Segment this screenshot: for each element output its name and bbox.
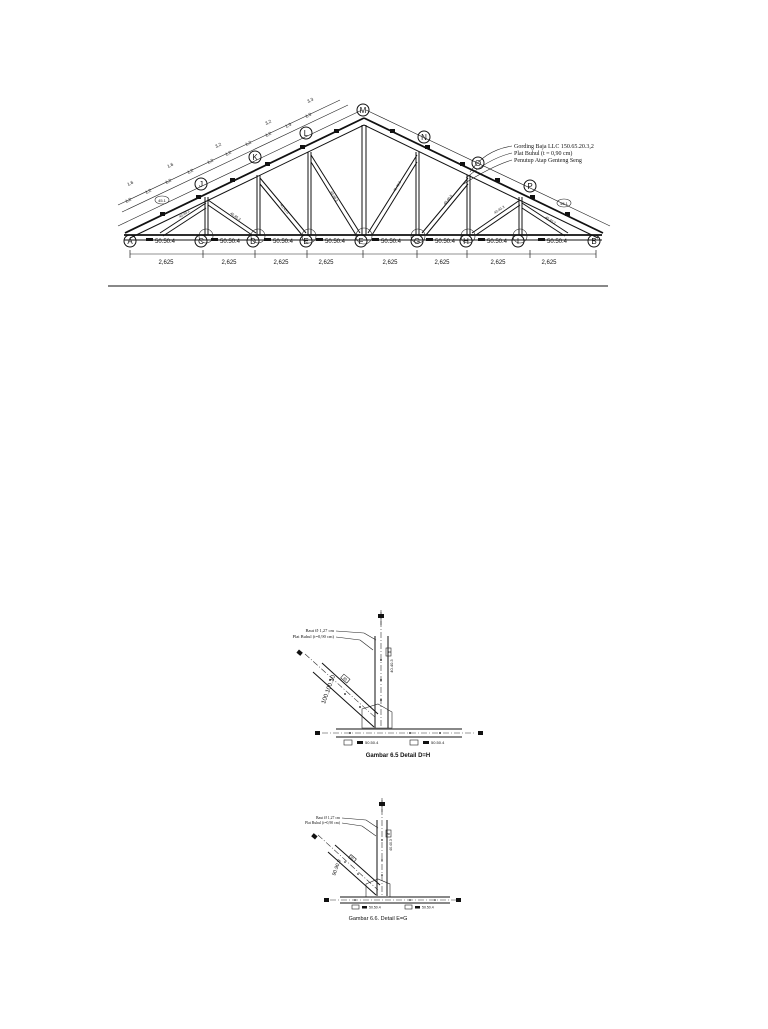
node-label-k: K xyxy=(252,153,258,162)
node-label-j: J xyxy=(199,180,203,189)
detail1-label-baut: Baut Ø 1,27 cm xyxy=(305,628,334,633)
diag-member-label: 40.40.3 xyxy=(329,190,339,203)
node-label-e: E xyxy=(303,237,309,246)
bottom-member-mark xyxy=(316,238,323,241)
diag-member-label: 45.45.5 xyxy=(442,194,454,206)
detail-e-g xyxy=(305,798,462,922)
detail2-caption: Gambar 6.6. Detail E=G xyxy=(348,916,408,922)
bottom-member-mark xyxy=(372,238,379,241)
top-dim-inner: 1,3 xyxy=(284,121,293,129)
left-roof-sheet xyxy=(118,110,362,226)
span-label: 2,625 xyxy=(382,260,398,266)
top-dim-inner: 1,2 xyxy=(164,177,173,185)
span-label: 2,625 xyxy=(541,260,557,266)
detail2-tag-left: 80 xyxy=(349,855,355,861)
span-label: 2,625 xyxy=(273,260,289,266)
top-dim-outer: 3,3 xyxy=(306,96,315,104)
detail1-bottom-right: 50.50.4 xyxy=(431,740,445,745)
bottom-member-mark xyxy=(146,238,153,241)
diag-member-label: 40.40.3 xyxy=(178,209,191,219)
bottom-member-label: 50.50.4 xyxy=(220,239,241,245)
bottom-member-label: 50.50.4 xyxy=(325,239,346,245)
detail2-label-baut: Baut Ø 1,27 cm xyxy=(315,816,340,820)
diag-member-label: 40.40.3 xyxy=(392,180,403,193)
detail2-vert-member: 40.40.3 xyxy=(389,839,393,851)
detail1-label-plat: Plat Buhul (t=0,90 cm) xyxy=(292,634,334,639)
node-label-a: A xyxy=(127,237,133,246)
top-dim-inner: 1,2 xyxy=(124,196,133,204)
purlin-marks xyxy=(160,129,573,216)
top-dim-inner: 1,2 xyxy=(186,167,195,175)
bottom-member-mark xyxy=(211,238,218,241)
top-dim-outer: 3,2 xyxy=(214,141,223,149)
top-dim-outer: 1,6 xyxy=(166,161,175,169)
diagonal-members xyxy=(160,155,568,236)
detail1-diag-member: 100.100.10 xyxy=(321,674,338,705)
detail1-tag-right: 80 xyxy=(387,650,391,654)
top-dim-inner: 1,2 xyxy=(144,187,153,195)
callout-gording: Gording Baja LLC 150.65.20.3,2 xyxy=(514,144,594,150)
top-dim-inner: 1,2 xyxy=(264,130,273,138)
bottom-member-label: 50.50.4 xyxy=(547,239,568,245)
diag-member-label: 40.40.3 xyxy=(544,215,557,226)
diag-member-label: 45.45.5 xyxy=(279,203,290,215)
detail2-tag-right: 80 xyxy=(386,832,391,836)
span-label: 2,625 xyxy=(158,260,174,266)
node-label-d: D xyxy=(250,237,256,246)
detail-d-h xyxy=(292,610,483,759)
detail1-bottom-left: 50.50.4 xyxy=(365,740,379,745)
tag-left: 45.1 xyxy=(158,198,166,203)
callout-plat-buhul: Plat Buhul (t = 0,90 cm) xyxy=(514,151,573,157)
bottom-member-mark xyxy=(538,238,545,241)
node-label-l: L xyxy=(303,129,309,138)
bottom-member-label: 50.50.4 xyxy=(487,239,508,245)
node-label-h: H xyxy=(463,237,469,246)
span-labels xyxy=(158,260,557,266)
node-label-m: M xyxy=(359,106,367,115)
node-label-i: I xyxy=(516,237,520,246)
span-label: 2,625 xyxy=(490,260,506,266)
node-label-b: B xyxy=(591,237,597,246)
bottom-member-label: 50.50.4 xyxy=(273,239,294,245)
detail1-vert-member: 40.40.3 xyxy=(389,659,394,673)
node-label-c: C xyxy=(198,237,204,246)
callout-penutup-atap: Penutup Atap Genteng Seng xyxy=(514,158,582,164)
node-label-g: G xyxy=(413,237,421,246)
bottom-member-label: 50.50.4 xyxy=(155,239,176,245)
tag-right: 45.1 xyxy=(560,201,568,206)
top-dim-inner: 1,2 xyxy=(206,157,215,165)
diag-member-label: 40.40.3 xyxy=(493,204,506,215)
dim-line-lower xyxy=(122,105,348,212)
node-label-n: N xyxy=(421,133,427,142)
span-label: 2,625 xyxy=(221,260,237,266)
bottom-member-label: 50.50.4 xyxy=(435,239,456,245)
bottom-member-mark xyxy=(426,238,433,241)
right-roof-sheet xyxy=(366,110,610,226)
top-dim-outer: 1,6 xyxy=(126,179,135,187)
detail1-tag-left: 80 xyxy=(342,676,348,682)
detail1-caption: Gambar 6.5 Detail D=H xyxy=(365,753,431,759)
truss-diagram xyxy=(118,97,610,266)
bottom-member-mark xyxy=(264,238,271,241)
bottom-member-mark xyxy=(478,238,485,241)
detail2-diag-member: 90.90.9 xyxy=(331,858,343,877)
detail2-bottom-left: 50.50.4 xyxy=(369,905,381,910)
node-label-o: O xyxy=(474,159,482,168)
top-dim-inner: 1,3 xyxy=(304,111,313,119)
top-dim-outer: 3,2 xyxy=(264,118,273,126)
top-dim-inner: 1,2 xyxy=(244,139,253,147)
span-label: 2,625 xyxy=(318,260,334,266)
node-label-p: P xyxy=(527,182,533,191)
diag-member-label: 40.40.3 xyxy=(229,211,242,222)
detail2-label-plat: Plat Buhul (t=0,90 cm) xyxy=(304,821,340,825)
detail2-bottom-right: 50.50.4 xyxy=(422,905,434,910)
span-label: 2,625 xyxy=(434,260,450,266)
top-dim-inner: 1,2 xyxy=(224,149,233,157)
node-label-f: F xyxy=(358,237,364,246)
bottom-member-label: 50.50.4 xyxy=(381,239,402,245)
